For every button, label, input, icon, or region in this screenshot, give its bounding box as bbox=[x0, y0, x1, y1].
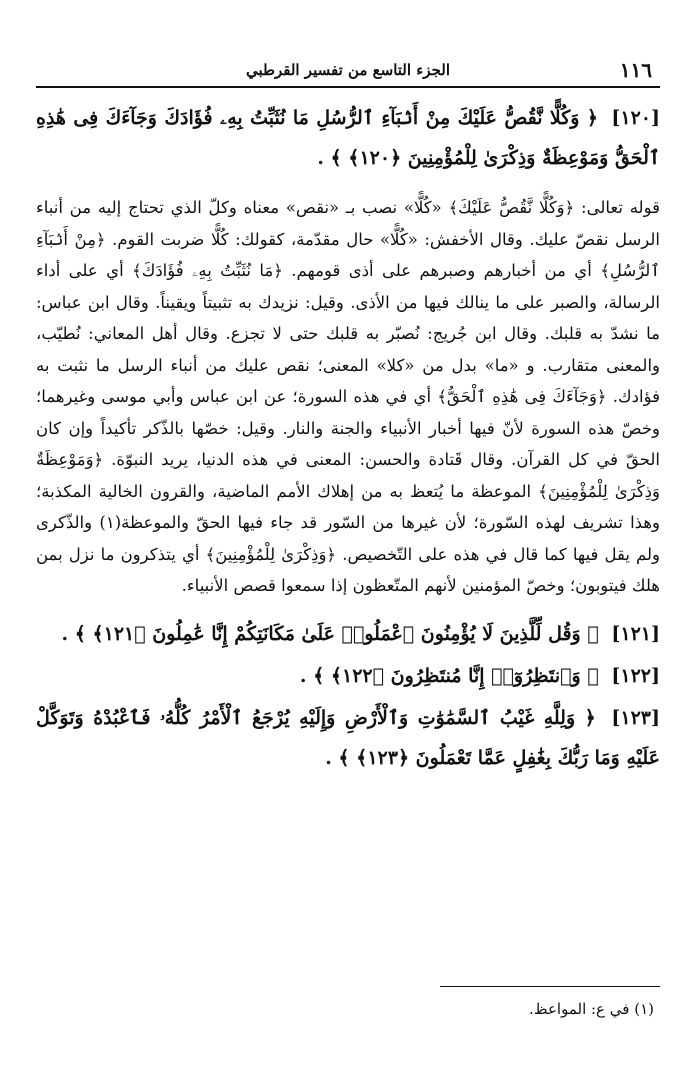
book-page bbox=[36, 56, 660, 1018]
verse-121 bbox=[36, 614, 660, 654]
verse-text: ﴿ وَقُل لِّلَّذِينَ لَا يُؤْمِنُونَ ٱعْمَلُوا۟ عَلَىٰ مَكَانَتِكُمْ إِنَّا عَٰمِلُونَ ﴿١٢١﴾ ﴾ . bbox=[61, 622, 599, 645]
commentary bbox=[36, 192, 660, 602]
verse-123 bbox=[36, 698, 660, 778]
running-header bbox=[36, 56, 660, 88]
commentary-paragraph: قوله تعالى: ﴿وَكُلًّا نَّقُصُّ عَلَيْكَ﴾ «كُلًّا» نصب بـ «نقص» معناه وكلّ الذي تحتاج إليه من أنباء الرسل نقصّ عليك. وقال الأخفش: «كُلًّا» حال مقدّمة، كقولك: كُلًّا ضربت القوم. ﴿مِنْ أَنۢبَآءِ ٱلرُّسُلِ﴾ أي من أخبارهم وصبرهم على أذى قومهم. ﴿مَا نُثَبِّتُ بِهِۦ فُؤَادَكَ﴾ أي على أداء الرسالة، والصبر على ما ينالك فيها من الأذى. وقيل: نزيدك به تثبيتاً ويقيناً. وقال ابن عباس: ما نشدّ به قلبك. وقال ابن جُريج: نُصبّر به قلبك حتى لا تجزع. وقال أهل المعاني: نُطيّب، والمعنى متقارب. و «ما» بدل من «كلا» المعنى؛ نقص عليك من أنباء الرسل ما نثبت به فؤادك. ﴿وَجَآءَكَ فِى هَٰذِهِ ٱلْحَقُّ﴾ أي في هذه السورة؛ عن ابن عباس وأبي موسى وغيرهما؛ وخصّ هذه السورة لأنّ فيها أخبار الأنبياء والجنة والنار. وقيل: خصّها بالذّكر تأكيداً وإن كان الحقّ في كل القرآن. وقال قَتادة والحسن: المعنى في هذه الدنيا، يريد النبوّة. ﴿وَمَوْعِظَةٌ وَذِكْرَىٰ لِلْمُؤْمِنِينَ﴾ الموعظة ما يُتعظ به من إهلاك الأمم الماضية، والقرون الخالية المكذبة؛ وهذا تشريف لهذه السّورة؛ لأن غيرها من السّور قد جاء فيها الحقّ والموعظة(١) والذّكرى ولم يقل فيها كما قال في هذه على التّخصيص. ﴿وَذِكْرَىٰ لِلْمُؤْمِنِينَ﴾ أي يتذكرون ما نزل بمن هلك فيتوبون؛ وخصّ المؤمنين لأنهم المتّعظون إذا سمعوا قصص الأنبياء. bbox=[36, 198, 660, 595]
footnote: (١) في ع: المواعظ. bbox=[528, 1000, 654, 1018]
verse-number: [١٢١] bbox=[611, 622, 660, 645]
verse-text: ﴿ وَكُلًّا نَّقُصُّ عَلَيْكَ مِنْ أَنۢبَآءِ ٱلرُّسُلِ مَا نُثَبِّتُ بِهِۦ فُؤَادَكَ وَجَآءَكَ فِى هَٰذِهِ ٱلْحَقُّ وَمَوْعِظَةٌ وَذِكْرَىٰ لِلْمُؤْمِنِينَ ﴿١٢٠﴾ ﴾ . bbox=[36, 107, 660, 169]
verse-120 bbox=[36, 98, 660, 178]
verse-122 bbox=[36, 656, 660, 696]
page-number: ١١٦ bbox=[619, 58, 652, 82]
verse-number: [١٢٢] bbox=[611, 664, 660, 687]
footnote-divider bbox=[440, 986, 660, 987]
verse-text: ﴿ وَٱنتَظِرُوٓا۟ إِنَّا مُنتَظِرُونَ ﴿١٢٢﴾ ﴾ . bbox=[299, 664, 599, 687]
verse-number: [١٢٣] bbox=[611, 706, 660, 729]
verse-number: [١٢٠] bbox=[611, 107, 660, 129]
verse-text: ﴿ وَلِلَّهِ غَيْبُ ٱلسَّمَٰوَٰتِ وَٱلْأَرْضِ وَإِلَيْهِ يُرْجَعُ ٱلْأَمْرُ كُلُّهُۥ فَٱعْبُدْهُ وَتَوَكَّلْ عَلَيْهِ وَمَا رَبُّكَ بِغَٰفِلٍ عَمَّا تَعْمَلُونَ ﴿١٢٣﴾ ﴾ . bbox=[36, 706, 660, 769]
verse-list bbox=[36, 614, 660, 778]
header-title: الجزء التاسع من تفسير القرطبي bbox=[246, 61, 450, 79]
